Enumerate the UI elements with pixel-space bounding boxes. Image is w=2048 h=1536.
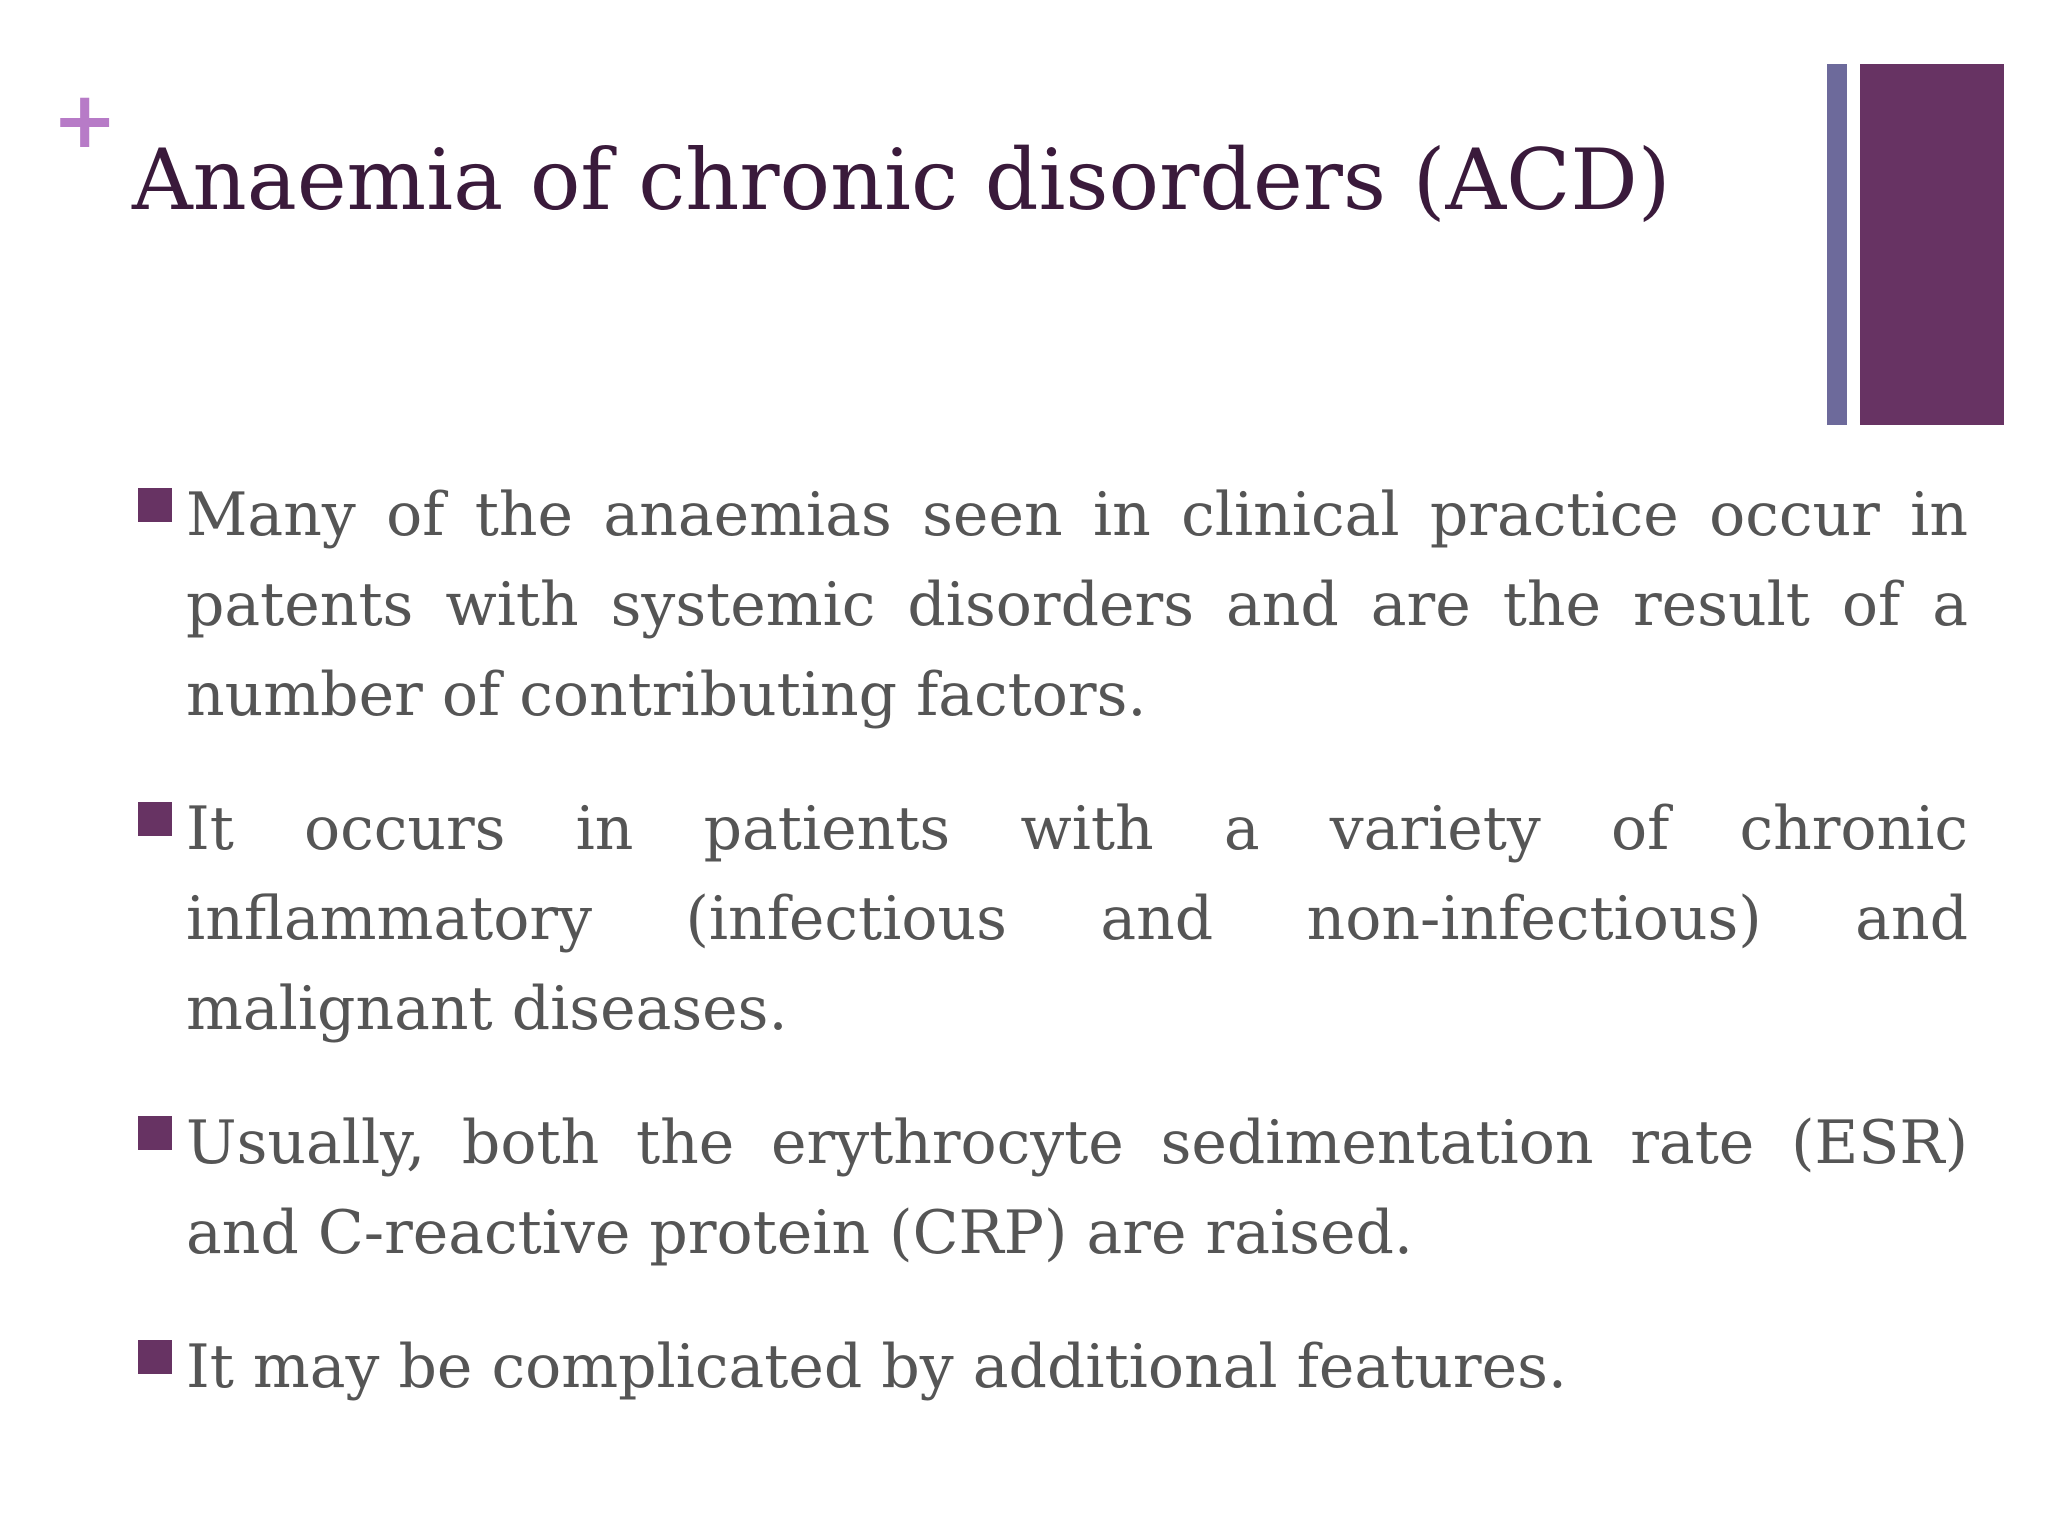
bullet-text: It may be complicated by additional features. (186, 1332, 1567, 1402)
square-bullet-icon (138, 1116, 172, 1150)
decorative-bar-thick (1860, 64, 2004, 425)
slide-title: Anaemia of chronic disorders (ACD) (132, 131, 1671, 229)
decorative-bar-thin (1827, 64, 1847, 425)
bullet-item (138, 470, 1968, 740)
bullet-item (138, 1098, 1968, 1278)
square-bullet-icon (138, 488, 172, 522)
bullet-text: Usually, both the erythrocyte sedimentation rate (ESR) and C-reactive protein (CRP) are raised. (186, 1108, 1968, 1268)
bullet-text: It occurs in patients with a variety of chronic inflammatory (infectious and non-infectious) and malignant diseases. (186, 794, 1968, 1044)
bullet-item (138, 1322, 1968, 1412)
square-bullet-icon (138, 1340, 172, 1374)
plus-icon: + (52, 76, 118, 166)
bullet-list (138, 470, 1968, 1456)
bullet-text: Many of the anaemias seen in clinical practice occur in patents with systemic disorders and are the result of a number of contributing factors. (186, 480, 1968, 730)
bullet-item (138, 784, 1968, 1054)
square-bullet-icon (138, 802, 172, 836)
